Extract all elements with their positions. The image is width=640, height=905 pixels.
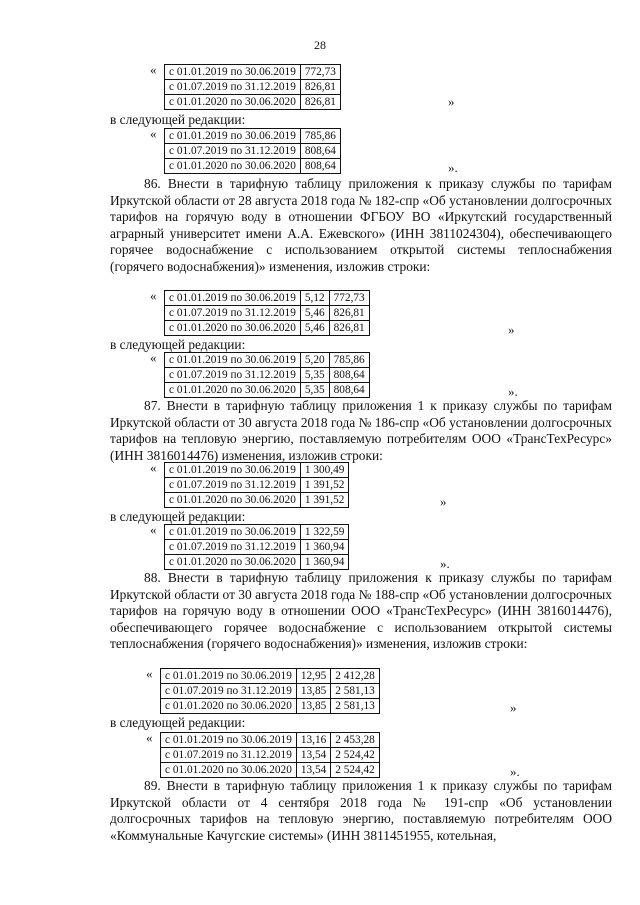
period-cell: с 01.01.2020 по 30.06.2020 — [165, 95, 301, 110]
period-cell: с 01.01.2019 по 30.06.2019 — [165, 129, 301, 144]
table-row — [165, 478, 349, 493]
tariff-cell: 1 391,52 — [300, 493, 349, 508]
tariff-cell: 785,86 — [329, 353, 369, 368]
tariff-cell: 5,35 — [300, 383, 329, 398]
tariff-cell: 808,64 — [300, 144, 340, 159]
tariff-cell: 785,86 — [300, 129, 340, 144]
period-cell: с 01.01.2020 по 30.06.2020 — [165, 321, 301, 336]
table-row — [161, 733, 380, 748]
tariff-cell: 826,81 — [329, 321, 369, 336]
quote-open: « — [150, 522, 157, 537]
period-cell: с 01.01.2019 по 30.06.2019 — [165, 65, 301, 80]
period-cell: с 01.01.2019 по 30.06.2019 — [161, 733, 297, 748]
quote-open: « — [146, 730, 153, 745]
period-cell: с 01.01.2019 по 30.06.2019 — [165, 463, 301, 478]
tariff-table — [164, 64, 341, 110]
tariff-cell: 2 581,13 — [331, 684, 380, 699]
quote-open: « — [150, 288, 157, 303]
period-cell: с 01.07.2019 по 31.12.2019 — [165, 306, 301, 321]
tariff-cell: 1 391,52 — [300, 478, 349, 493]
tariff-cell: 826,81 — [300, 95, 340, 110]
tariff-cell: 772,73 — [329, 291, 369, 306]
tariff-cell: 2 581,13 — [331, 699, 380, 714]
tariff-table — [164, 352, 370, 398]
table-row — [161, 699, 380, 714]
period-cell: с 01.01.2020 по 30.06.2020 — [161, 699, 297, 714]
next-edition-label: в следующей редакции: — [110, 509, 246, 524]
table-row — [165, 353, 370, 368]
table-row — [165, 306, 370, 321]
tariff-cell: 13,54 — [296, 748, 330, 763]
tariff-cell: 5,46 — [300, 306, 329, 321]
paragraph-88: 88. Внести в тарифную таблицу приложения к приказу службы по тарифам Иркутской области от 30 августа 2018 года № 188-спр «Об установлении долгосрочных тарифов на горячую воду в отношении ООО «ТрансТехРесурс» (ИНН 3816014476), обеспечивающего горячее водоснабжение с использованием открытой системы теплоснабжения (горячего водоснабжения)» изменения, изложив строки: — [110, 570, 612, 652]
period-cell: с 01.07.2019 по 31.12.2019 — [165, 540, 301, 555]
tariff-cell: 5,20 — [300, 353, 329, 368]
table-row — [165, 383, 370, 398]
tariff-cell: 808,64 — [300, 159, 340, 174]
tariff-cell: 5,12 — [300, 291, 329, 306]
next-edition-label: в следующей редакции: — [110, 715, 246, 730]
tariff-cell: 2 524,42 — [331, 748, 380, 763]
paragraph-86: 86. Внести в тарифную таблицу приложения к приказу службы по тарифам Иркутской области от 28 августа 2018 года № 182-спр «Об установлении долгосрочных тарифов на горячую воду в отношении ФГБОУ ВО «Иркутский государственный аграрный университет имени А.А. Ежевского» (ИНН 3811024304), обеспечивающего горячее водоснабжение с использованием открытой системы теплоснабжения (горячего водоснабжения)» изменения, изложив строки: — [110, 176, 612, 274]
tariff-cell: 13,54 — [296, 763, 330, 778]
table-row — [165, 525, 349, 540]
tariff-cell: 2 524,42 — [331, 763, 380, 778]
tariff-cell: 1 360,94 — [300, 540, 349, 555]
table-row — [165, 493, 349, 508]
tariff-cell: 5,35 — [300, 368, 329, 383]
tariff-cell: 1 300,49 — [300, 463, 349, 478]
period-cell: с 01.07.2019 по 31.12.2019 — [161, 684, 297, 699]
quote-open: « — [150, 62, 157, 77]
tariff-cell: 5,46 — [300, 321, 329, 336]
period-cell: с 01.01.2020 по 30.06.2020 — [165, 493, 301, 508]
table-row — [161, 684, 380, 699]
table-row — [165, 65, 341, 80]
tariff-cell: 12,95 — [296, 669, 330, 684]
quote-close: ». — [440, 556, 450, 571]
table-row — [165, 80, 341, 95]
period-cell: с 01.01.2019 по 30.06.2019 — [165, 525, 301, 540]
quote-close: » — [508, 322, 515, 337]
period-cell: с 01.01.2019 по 30.06.2019 — [165, 291, 301, 306]
quote-close: ». — [508, 384, 518, 399]
tariff-table — [160, 668, 380, 714]
quote-open: « — [150, 126, 157, 141]
table-row — [165, 368, 370, 383]
table-row — [161, 763, 380, 778]
period-cell: с 01.07.2019 по 31.12.2019 — [165, 144, 301, 159]
table-row — [165, 540, 349, 555]
tariff-cell: 13,85 — [296, 684, 330, 699]
tariff-cell: 1 360,94 — [300, 555, 349, 570]
table-row — [165, 129, 341, 144]
tariff-table — [164, 462, 349, 508]
table-row — [165, 144, 341, 159]
table-row — [165, 463, 349, 478]
table-row — [165, 321, 370, 336]
table-row — [161, 748, 380, 763]
quote-open: « — [146, 666, 153, 681]
tariff-cell: 13,16 — [296, 733, 330, 748]
tariff-cell: 1 322,59 — [300, 525, 349, 540]
quote-close: ». — [510, 764, 520, 779]
table-row — [165, 95, 341, 110]
period-cell: с 01.01.2020 по 30.06.2020 — [165, 555, 301, 570]
next-edition-label: в следующей редакции: — [110, 337, 246, 352]
tariff-cell: 13,85 — [296, 699, 330, 714]
period-cell: с 01.01.2020 по 30.06.2020 — [165, 383, 301, 398]
paragraph-89: 89. Внести в тарифную таблицу приложения 1 к приказу службы по тарифам Иркутской области от 4 сентября 2018 года № 191-спр «Об установлении долгосрочных тарифов на тепловую энергию, поставляемую потребителям ООО «Коммунальные Качугские системы» (ИНН 3811451955, котельная, — [110, 778, 612, 843]
tariff-cell: 772,73 — [300, 65, 340, 80]
tariff-table — [164, 524, 349, 570]
quote-open: « — [150, 350, 157, 365]
quote-close: » — [440, 494, 447, 509]
period-cell: с 01.07.2019 по 31.12.2019 — [165, 80, 301, 95]
tariff-table — [160, 732, 380, 778]
period-cell: с 01.01.2019 по 30.06.2019 — [161, 669, 297, 684]
next-edition-label: в следующей редакции: — [110, 112, 246, 127]
table-row — [165, 555, 349, 570]
table-row — [161, 669, 380, 684]
tariff-table — [164, 128, 341, 174]
quote-open: « — [150, 460, 157, 475]
period-cell: с 01.07.2019 по 31.12.2019 — [165, 368, 301, 383]
period-cell: с 01.01.2019 по 30.06.2019 — [165, 353, 301, 368]
period-cell: с 01.07.2019 по 31.12.2019 — [165, 478, 301, 493]
table-row — [165, 291, 370, 306]
tariff-cell: 808,64 — [329, 368, 369, 383]
tariff-cell: 2 412,28 — [331, 669, 380, 684]
paragraph-87: 87. Внести в тарифную таблицу приложения 1 к приказу службы по тарифам Иркутской области от 30 августа 2018 года № 186-спр «Об установлении долгосрочных тарифов на тепловую энергию, поставляемую потребителям ООО «ТрансТехРесурс» (ИНН 3816014476) изменения, изложив строки: — [110, 398, 612, 463]
period-cell: с 01.01.2020 по 30.06.2020 — [165, 159, 301, 174]
tariff-cell: 2 453,28 — [331, 733, 380, 748]
period-cell: с 01.01.2020 по 30.06.2020 — [161, 763, 297, 778]
tariff-cell: 826,81 — [329, 306, 369, 321]
period-cell: с 01.07.2019 по 31.12.2019 — [161, 748, 297, 763]
table-row — [165, 159, 341, 174]
quote-close: ». — [448, 160, 458, 175]
quote-close: » — [510, 700, 517, 715]
tariff-cell: 808,64 — [329, 383, 369, 398]
tariff-cell: 826,81 — [300, 80, 340, 95]
tariff-table — [164, 290, 370, 336]
quote-close: » — [448, 94, 455, 109]
page-number: 28 — [314, 38, 326, 52]
